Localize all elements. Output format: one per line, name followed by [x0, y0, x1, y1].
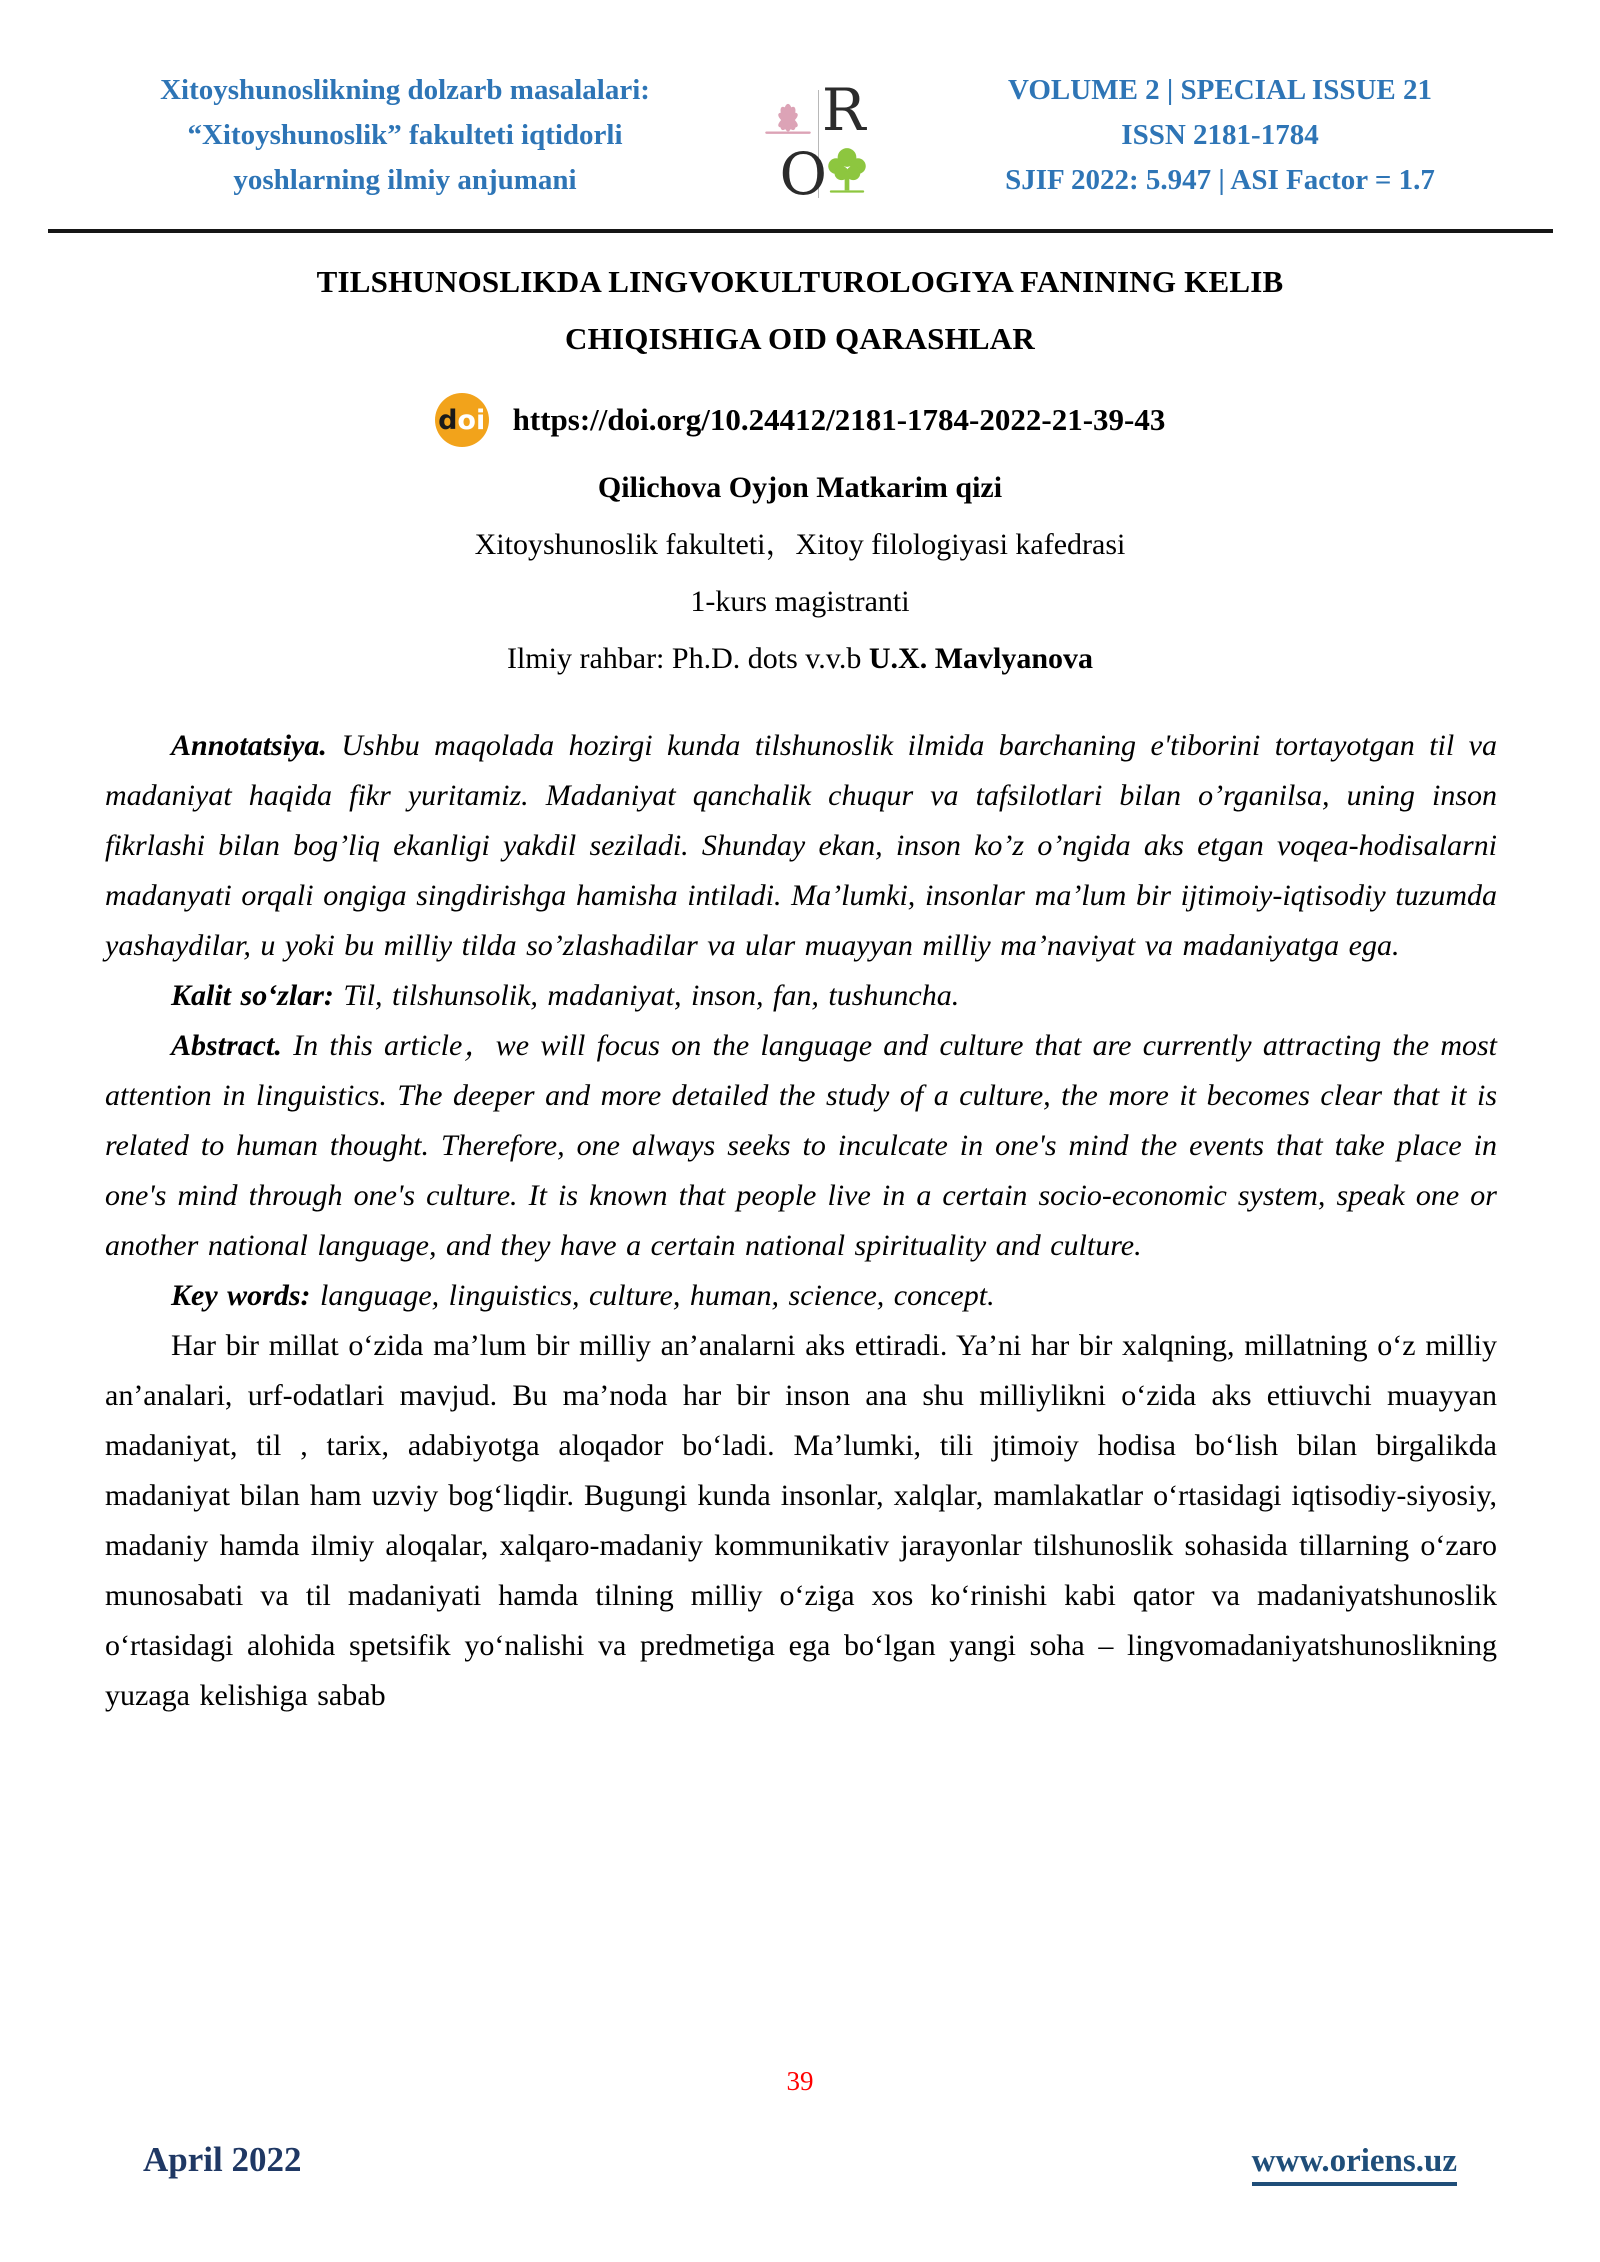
- issue-info-block: [910, 68, 1530, 203]
- author-block: [0, 459, 1600, 687]
- abstract-label: Abstract.: [171, 1029, 282, 1062]
- journal-header: [0, 0, 1600, 208]
- logo-letter-r: R: [821, 76, 866, 144]
- supervisor-prefix: Ilmiy rahbar: Ph.D. dots v.v.b: [506, 642, 862, 675]
- author-affiliation: Xitoyshunoslik fakulteti，Xitoy filologiyasi kafedrasi: [474, 528, 1126, 561]
- annotation-label: Annotatsiya.: [171, 729, 327, 762]
- abstract-text: In this article，we will focus on the language and culture that are currently attracting the most attention in linguistics. The deeper and more detailed the study of a culture, the more it becomes clear that it is related to human thought. Therefore, one always seeks to inculcate in one's mind the events that take place in one's mind through one's culture. It is known that people live in a certain socio-economic system, speak one or another national language, and they have a certain national spirituality and culture.: [105, 1029, 1498, 1262]
- logo-letter-o: O: [779, 140, 828, 208]
- keywords-en-text: language, linguistics, culture, human, science, concept.: [320, 1279, 995, 1312]
- abstract-paragraph: [105, 1021, 1497, 1271]
- oriens-journal-logo: [762, 76, 874, 208]
- author-name: Qilichova Oyjon Matkarim qizi: [597, 471, 1003, 504]
- header-divider-line: [48, 229, 1553, 233]
- journal-title-line: yoshlarning ilmiy anjumani: [233, 164, 577, 196]
- journal-title-line: “Xitoyshunoslik” fakulteti iqtidorli: [187, 119, 623, 151]
- issue-volume: VOLUME 2 | SPECIAL ISSUE 21: [1008, 74, 1432, 106]
- keywords-uz-label: Kalit so‘zlar:: [171, 979, 334, 1012]
- page-footer: [143, 2140, 1457, 2186]
- footer-website-link[interactable]: www.oriens.uz: [1252, 2143, 1457, 2186]
- footer-date: April 2022: [143, 2140, 302, 2179]
- article-title: [0, 253, 1600, 367]
- journal-title-line: Xitoyshunoslikning dolzarb masalalari:: [160, 74, 650, 106]
- doi-icon: d oi: [435, 393, 489, 447]
- supervisor-line: [0, 630, 1600, 687]
- page-number: 39: [786, 2066, 814, 2096]
- journal-title-block: [85, 68, 725, 203]
- doi-row: [0, 393, 1600, 447]
- annotation-paragraph: [105, 721, 1497, 971]
- article-title-line1: TILSHUNOSLIKDA LINGVOKULTUROLOGIYA FANINING KELIB: [316, 264, 1284, 299]
- author-course: 1-kurs magistranti: [690, 585, 910, 618]
- article-body: [105, 721, 1497, 1721]
- keywords-uz-text: Til, tilshunsolik, madaniyat, inson, fan, tushuncha.: [343, 979, 960, 1012]
- main-body-paragraph: Har bir millat o‘zida ma’lum bir milliy an’analarni aks ettiradi. Ya’ni har bir xalqning, millatning o‘z milliy an’analari, urf-odatlari mavjud. Bu ma’noda har bir inson ana shu milliylikni o‘zida aks ettiuvchi muayyan madaniyat, til , tarix, adabiyotga aloqador bo‘ladi. Ma’lumki, tili jtimoiy hodisa bo‘lish bilan birgalikda madaniyat bilan ham uzviy bog‘liqdir. Bugungi kunda insonlar, xalqlar, mamlakatlar o‘rtasidagi iqtisodiy-siyosiy, madaniy hamda ilmiy aloqalar, xalqaro-madaniy kommunikativ jarayonlar tilshunoslik sohasida tillarning o‘zaro munosabati va til madaniyati hamda tilning milliy o‘ziga xos ko‘rinishi kabi qator va madaniyatshunoslik o‘rtasidagi alohida spetsifik yo‘nalishi va predmetiga ega bo‘lgan yangi soha – lingvomadaniyatshunoslikning yuzaga kelishiga sabab: [105, 1329, 1497, 1712]
- issue-factors: SJIF 2022: 5.947 | ASI Factor = 1.7: [1005, 164, 1435, 196]
- doi-link[interactable]: https://doi.org/10.24412/2181-1784-2022-21-39-43: [512, 402, 1166, 437]
- keywords-en-label: Key words:: [171, 1279, 311, 1312]
- annotation-text: Ushbu maqolada hozirgi kunda tilshunoslik ilmida barchaning e'tiborini tortayotgan til va madaniyat haqida fikr yuritamiz. Madaniyat qanchalik chuqur va tafsilotlari bilan o’rganilsa, uning inson fikrlashi bilan bog’liq ekanligi yakdil seziladi. Shunday ekan, inson ko’z o’ngida aks etgan voqea-hodisalarni madanyati orqali ongiga singdirishga hamisha intiladi. Ma’lumki, insonlar ma’lum bir ijtimoiy-iqtisodiy tuzumda yashaydilar, u yoki bu milliy tilda so’zlashadilar va ular muayyan milliy ma’naviyat va madaniyatga ega.: [105, 729, 1497, 962]
- issue-issn: ISSN 2181-1784: [1121, 119, 1319, 151]
- keywords-uz-paragraph: [105, 971, 1497, 1021]
- lotus-flower-icon: [762, 94, 814, 143]
- article-title-line2: CHIQISHIGA OID QARASHLAR: [565, 321, 1035, 356]
- tree-icon: [822, 145, 872, 200]
- supervisor-name: U.X. Mavlyanova: [868, 642, 1094, 675]
- keywords-en-paragraph: [105, 1271, 1497, 1321]
